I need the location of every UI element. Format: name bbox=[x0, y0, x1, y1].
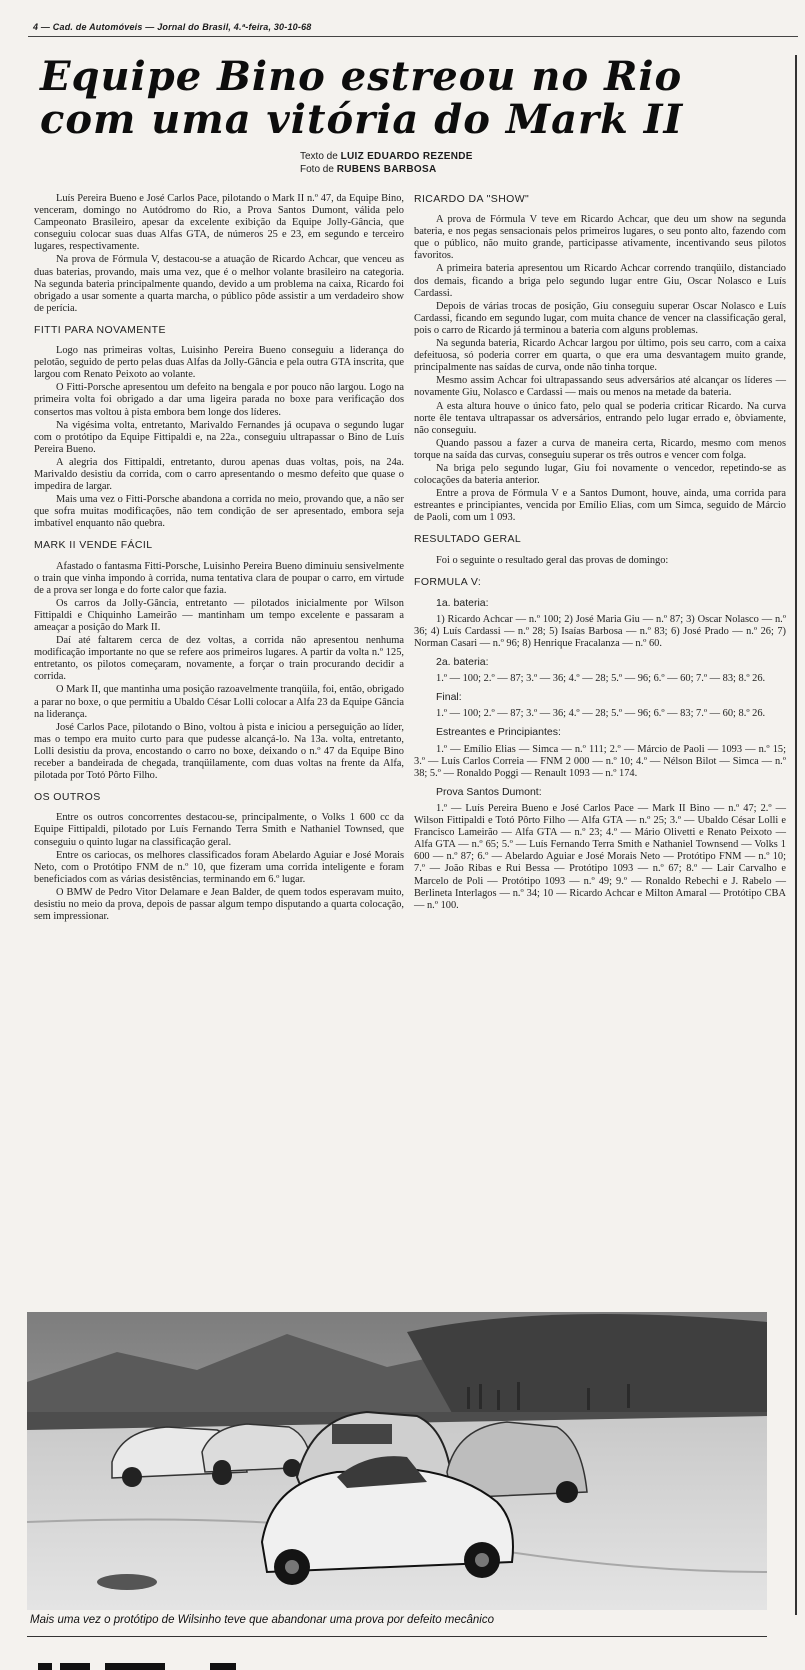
car-white-2 bbox=[202, 1424, 312, 1478]
paragraph: Daí até faltarem cerca de dez voltas, a corrida não apresentou nenhuma modificação importante no que se refere aos primeiros lugares. A partir da volta n.º 125, entretanto, os pilotos começaram, novamente, a forçar o train procurando decidir a corrida. bbox=[34, 635, 404, 683]
byline bbox=[300, 150, 473, 176]
results-list: 1.º — Emílio Elias — Simca — n.º 111; 2.º — Márcio de Paoli — 1093 — n.º 15; 3.º — Luís Carlos Correia — FNM 2 000 — n.º 10; 4.º — Nélson Bilot — Simca — n.º 38; 5.º — Ronaldo Poggi — Renault 1093 — n.º 174. bbox=[414, 743, 786, 779]
paragraph: A prova de Fórmula V teve em Ricardo Achcar, que deu um show na segunda bateria, e nos pegas sensacionais pelos primeiros lugares, o seu ponto alto, fazendo com que o público, não muito grande, participasse ativamente, incentivando seus pilotos favoritos. bbox=[414, 214, 786, 262]
paragraph: Mais uma vez o Fitti-Porsche abandona a corrida no meio, provando que, a não ser que sofra muitas modificações, não tem condição de ser apresentado, embora seja imbatível enquanto não quebra. bbox=[34, 494, 404, 530]
paragraph: Entre os outros concorrentes destacou-se, principalmente, o Volks 1 600 cc da Equipe Fittipaldi, pilotado por Luís Fernando Terra Smith e Nathaniel Townsed, que conseguiu o quinto lugar na classificação geral. bbox=[34, 812, 404, 848]
paragraph: Foi o seguinte o resultado geral das provas de domingo: bbox=[436, 554, 669, 566]
paragraph: Luís Pereira Bueno e José Carlos Pace, pilotando o Mark II n.º 47, da Equipe Bino, venceram, domingo no Autódromo do Rio, a Prova Santos Dumont, válida pelo Campeonato Brasileiro, apesar da excelente exibição da Equipe Jolly-Gância, que conseguiu colocar suas duas Alfas GTA, de números 25 e 23, em segundo e terceiro lugares, respectivamente. bbox=[34, 193, 404, 253]
section-heading: RESULTADO GERAL bbox=[414, 533, 522, 546]
paragraph: Quando passou a fazer a curva de maneira certa, Ricardo, mesmo com menos torque na saída das curvas, conseguiu superar os três outros e vencer com folga. bbox=[414, 437, 786, 461]
race-cars-photo bbox=[27, 1312, 767, 1610]
article-column-right bbox=[414, 193, 786, 913]
paragraph: Na vigésima volta, entretanto, Marivaldo Fernandes já ocupava o segundo lugar com o protótipo da Equipe Fittipaldi e, na 22a., conseguiu ultrapassar o Bino de Luís Pereira Bueno. bbox=[34, 419, 404, 455]
headline bbox=[40, 55, 780, 141]
section-heading: FITTI PARA NOVAMENTE bbox=[34, 323, 166, 336]
section-heading: FORMULA V: bbox=[414, 575, 482, 588]
paragraph: Os carros da Jolly-Gância, entretanto — pilotados inicialmente por Wilson Fittipaldi e Chiquinho Lameirão — mantinham um tempo excelente e passaram a ameaçar a posição do Mark II. bbox=[34, 597, 404, 633]
paragraph: Entre a prova de Fórmula V e a Santos Dumont, houve, ainda, uma corrida para estreantes e principiantes, vencida por Emílio Elias, com um Simca, seguido de Márcio de Paoli, com um 1 093. bbox=[414, 488, 786, 524]
photo-credit-author: RUBENS BARBOSA bbox=[336, 164, 437, 175]
headline-line-2: com uma vitória do Mark II bbox=[40, 96, 684, 143]
paragraph: A primeira bateria apresentou um Ricardo Achcar correndo tranqüilo, distanciado dos demais, ficando a briga pelo segundo lugar entre Giu, Oscar Nolasco e Luís Cardassi. bbox=[414, 263, 786, 299]
results-subheading: Final: bbox=[436, 691, 462, 704]
text-credit-prefix: Texto de bbox=[300, 151, 338, 162]
article-column-left bbox=[34, 193, 404, 924]
header-rule bbox=[28, 36, 798, 37]
paragraph: O Mark II, que mantinha uma posição razoavelmente tranqüila, foi, então, obrigado a parar no boxe, o que permitiu a Ubaldo César Lolli colocar a Alfa 23 da Equipe Gância na liderança. bbox=[34, 684, 404, 720]
paragraph: Logo nas primeiras voltas, Luisinho Pereira Bueno conseguiu a liderança do pelotão, seguido de perto pelas duas Alfas da Jolly-Gância e pela outra GTA inscrita, que largou com Renato Peixoto ao volante. bbox=[34, 345, 404, 381]
results-list: 1.º — 100; 2.º — 87; 3.º — 36; 4.º — 28; 5.º — 96; 6.º — 60; 7.º — 83; 8.º 26. bbox=[436, 673, 766, 685]
paragraph: Na briga pelo segundo lugar, Giu foi novamente o vencedor, repetindo-se as colocações da bateria anterior. bbox=[414, 462, 786, 487]
paragraph: O Fitti-Porsche apresentou um defeito na bengala e por pouco não largou. Logo na primeira volta foi obrigado a dar uma ligeira parada no boxe para verificação dos consertos mas voltou à pista embora bem longe dos líderes. bbox=[34, 382, 404, 418]
text-credit bbox=[300, 150, 473, 163]
paragraph: A esta altura houve o único fato, pelo qual se poderia criticar Ricardo. Na curva norte êle tentava ultrapassar os adversários, entrando pelo lugar errado e, òbviamente, não conseguiu. bbox=[414, 400, 786, 436]
photo-caption: Mais uma vez o protótipo de Wilsinho teve que abandonar uma prova por defeito mecânico bbox=[30, 1614, 494, 1626]
next-article-headline-fragment bbox=[30, 1648, 330, 1670]
column-rule bbox=[795, 55, 797, 1615]
next-headline-glyphs bbox=[30, 1657, 330, 1670]
paragraph: Entre os cariocas, os melhores classificados foram Abelardo Aguiar e José Morais Neto, com o Protótipo FNM de n.º 10, que fizeram uma corrida inteligente e foram beneficiados com as várias desistências, terminando em 6.º lugar. bbox=[34, 849, 404, 885]
photo-credit bbox=[300, 163, 473, 176]
paragraph: O BMW de Pedro Vitor Delamare e Jean Balder, de quem todos esperavam muito, desistiu no meio da prova, depois de passar algum tempo disputando a quarta colocação, sem impressionar. bbox=[34, 886, 404, 923]
results-subheading: Prova Santos Dumont: bbox=[436, 785, 542, 798]
results-subheading: Estreantes e Principiantes: bbox=[436, 726, 561, 739]
results-subheading: 2a. bateria: bbox=[436, 656, 489, 669]
results-list: 1.º — Luís Pereira Bueno e José Carlos Pace — Mark II Bino — n.º 47; 2.º — Wilson Fittipaldi e Totó Pôrto Filho — Alfa GTA — n.º 25; 3.º — Ubaldo César Lolli e Francisco Lameirão — Alfa GTA — n.º 23; 4.º — Mário Olivetti e Renato Peixoto — Alfa GTA — n.º 65; 5.º — Luís Fernando Terra Smith e Nathaniel Townsend — Volks 1 600 — n.º 87; 6.º — Abelardo Aguiar e José Morais Neto — Protótipo FNM — n.º 10; 7.º — João Ribas e Rui Bessa — Protótipo 1093 — n.º 67; 8.º — Lair Carvalho e Marcelo de Poli — Protótipo 1093 — n.º 49; 9.º — Ronaldo Rebechi e J. Rabelo — Berlineta Interlagos — n.º 34; 10 — Ricardo Achcar e Milton Amaral — Protótipo CBA — n.º 100. bbox=[414, 802, 786, 911]
headline-line-1: Equipe Bino estreou no Rio bbox=[40, 53, 683, 100]
paragraph: José Carlos Pace, pilotando o Bino, voltou à pista e iniciou a perseguição ao líder, mas o tempo era muito curto para que pudesse alcançá-lo. Na 13a. volta, entretanto, Lolli desistiu da prova, encostando o carro no boxe, deixando o n.º 47 da Equipe Bino receber a bandeirada de chegada, tranqüilamente, com duas voltas na frente da Alfa, pilotada por Totó Pôrto Filho. bbox=[34, 721, 404, 782]
paragraph: Na prova de Fórmula V, destacou-se a atuação de Ricardo Achcar, que venceu as duas baterias, provando, mais uma vez, que é o melhor volante brasileiro na categoria. Na segunda bateria principalmente quando, devido a um problema na caixa, Ricardo foi obrigado a usar somente a quarta marcha, o público pôde assistir a um verdadeiro show de perícia. bbox=[34, 254, 404, 314]
results-list: 1.º — 100; 2.º — 87; 3.º — 36; 4.º — 28; 5.º — 96; 6.º — 83; 7.º — 60; 8.º 26. bbox=[436, 708, 766, 720]
results-list: 1) Ricardo Achcar — n.º 100; 2) José Maria Giu — n.º 87; 3) Oscar Nolasco — n.º 36; 4) Luís Cardassi — n.º 28; 5) Isaías Barbosa — n.º 83; 6) José Prado — n.º 26; 7) Norman Casari — n.º 96; 8) Henrique Fracalanza — n.º 60. bbox=[414, 613, 786, 649]
bottom-rule bbox=[27, 1636, 767, 1637]
results-subheading: 1a. bateria: bbox=[436, 596, 489, 609]
section-heading: OS OUTROS bbox=[34, 791, 101, 804]
paragraph: Afastado o fantasma Fitti-Porsche, Luisinho Pereira Bueno diminuiu sensivelmente o train que vinha impondo à corrida, numa tentativa clara de poupar o carro, em virtude de a prova ser longa e do forte calor que fazia. bbox=[34, 560, 404, 596]
paragraph: Mesmo assim Achcar foi ultrapassando seus adversários até alcançar os líderes — novamente Giu, Nolasco e Cardassi — mais ou menos na metade da bateria. bbox=[414, 375, 786, 399]
page-header: 4 — Cad. de Automóveis — Jornal do Brasil, 4.ª-feira, 30-10-68 bbox=[33, 22, 312, 32]
race-photo bbox=[27, 1312, 767, 1610]
paragraph: Na segunda bateria, Ricardo Achcar largou por último, pois seu carro, com a caixa defeituosa, só poderia correr em quarta, o que era uma desvantagem muito grande, principalmente nas saídas de curva, onde não tinha torque. bbox=[414, 338, 786, 374]
paragraph: A alegria dos Fittipaldi, entretanto, durou apenas duas voltas, pois, na 24a. Marivaldo desistiu da corrida, com o carro apresentando o mesmo defeito que quase o impedira de largar. bbox=[34, 456, 404, 493]
section-heading: MARK II VENDE FÁCIL bbox=[34, 539, 153, 552]
paragraph: Depois de várias trocas de posição, Giu conseguiu superar Oscar Nolasco e Luís Cardassi, ficando em segundo lugar, com muita chance de vencer na classificação geral, pois o carro de Ricardo já terminou a bateria com alguns problemas. bbox=[414, 300, 786, 336]
photo-credit-prefix: Foto de bbox=[300, 164, 334, 175]
section-heading: RICARDO DA "SHOW" bbox=[414, 193, 530, 205]
text-credit-author: LUIZ EDUARDO REZENDE bbox=[340, 151, 473, 162]
